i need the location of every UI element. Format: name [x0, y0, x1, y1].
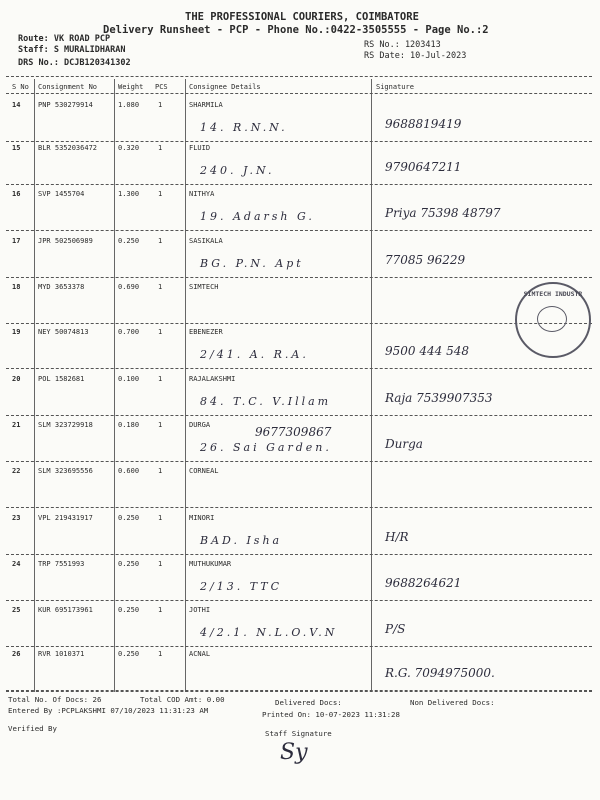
row-pcs: 1	[158, 421, 163, 429]
row-divider	[6, 600, 592, 601]
row-pcs: 1	[158, 650, 163, 658]
row-consignee-name: SIMTECH	[189, 283, 219, 291]
rs-number: RS No.: 1203413	[364, 40, 441, 50]
row-sno: 25	[12, 606, 21, 614]
company-name: THE PROFESSIONAL COURIERS, COIMBATORE	[185, 11, 419, 23]
row-divider	[6, 554, 592, 555]
row-sno: 18	[12, 283, 21, 291]
row-consignee-name: NITHYA	[189, 190, 215, 198]
row-weight: 0.320	[118, 144, 140, 152]
total-docs: Total No. Of Docs: 26	[8, 695, 102, 704]
staff-signature-label: Staff Signature	[265, 729, 332, 738]
row-pcs: 1	[158, 514, 163, 522]
row-consignee-name: DURGA	[189, 421, 211, 429]
row-sno: 19	[12, 328, 21, 336]
stamp-text: SIMTECH INDUSTR	[523, 290, 583, 298]
row-signature: H/R	[385, 530, 409, 544]
non-delivered-docs: Non Delivered Docs:	[410, 698, 495, 707]
row-consignment-no: JPR 502506989	[38, 237, 93, 245]
row-consignee-name: SHARMILA	[189, 101, 223, 109]
row-consignment-no: KUR 695173961	[38, 606, 93, 614]
row-signature: Priya 75398 48797	[385, 206, 501, 220]
row-sno: 26	[12, 650, 21, 658]
row-divider	[6, 368, 592, 369]
printed-on: Printed On: 10-07-2023 11:31:28	[262, 710, 400, 719]
col-header-consignment: Consignment No	[38, 83, 98, 91]
row-signature: Durga	[385, 437, 423, 451]
row-weight: 0.690	[118, 283, 140, 291]
row-pcs: 1	[158, 375, 163, 383]
row-consignee-name: MUTHUKUMAR	[189, 560, 232, 568]
row-divider	[6, 184, 592, 185]
row-handwritten-address: BG. P.N. Apt	[200, 257, 304, 270]
row-pcs: 1	[158, 283, 163, 291]
row-signature: P/S	[385, 622, 406, 636]
row-consignee-name: FLUID	[189, 144, 211, 152]
row-signature: 9790647211	[385, 160, 462, 174]
row-pcs: 1	[158, 237, 163, 245]
row-pcs: 1	[158, 190, 163, 198]
row-handwritten-phone: 9677309867	[255, 425, 332, 439]
row-divider	[6, 230, 592, 231]
row-pcs: 1	[158, 101, 163, 109]
table-bottom-rule	[6, 691, 592, 692]
col-header-signature: Signature	[376, 83, 414, 91]
row-sno: 23	[12, 514, 21, 522]
row-weight: 0.180	[118, 421, 140, 429]
total-cod: Total COD Amt: 0.00	[140, 695, 225, 704]
row-consignee-name: SASIKALA	[189, 237, 223, 245]
row-pcs: 1	[158, 560, 163, 568]
row-handwritten-address: 19. Adarsh G.	[200, 210, 315, 223]
row-signature: R.G. 7094975000.	[385, 666, 495, 680]
drs-number: DRS No.: DCJB120341302	[18, 58, 131, 68]
row-weight: 0.250	[118, 606, 140, 614]
row-sno: 16	[12, 190, 21, 198]
table-top-rule	[6, 76, 592, 77]
row-pcs: 1	[158, 328, 163, 336]
row-consignee-name: RAJALAKSHMI	[189, 375, 236, 383]
rs-date: RS Date: 10-Jul-2023	[364, 51, 467, 61]
row-consignee-name: CORNEAL	[189, 467, 219, 475]
row-weight: 0.250	[118, 237, 140, 245]
row-sno: 15	[12, 144, 21, 152]
row-divider	[6, 646, 592, 647]
row-consignee-name: JOTHI	[189, 606, 211, 614]
row-weight: 1.080	[118, 101, 140, 109]
entered-by: Entered By :PCPLAKSHMI 07/10/2023 11:31:23 AM	[8, 706, 209, 715]
header-rule	[6, 93, 592, 94]
row-consignment-no: SLM 323729918	[38, 421, 93, 429]
row-pcs: 1	[158, 606, 163, 614]
row-divider	[6, 277, 592, 278]
row-consignment-no: SVP 1455704	[38, 190, 85, 198]
row-consignment-no: MYD 3653378	[38, 283, 85, 291]
row-consignee-name: MINORI	[189, 514, 215, 522]
row-consignee-name: ACNAL	[189, 650, 211, 658]
row-sno: 22	[12, 467, 21, 475]
row-handwritten-address: 14. R.N.N.	[200, 121, 288, 134]
delivered-docs: Delivered Docs:	[275, 698, 342, 707]
row-divider	[6, 507, 592, 508]
row-handwritten-address: 2/41. A. R.A.	[200, 348, 309, 361]
row-weight: 0.250	[118, 650, 140, 658]
row-consignment-no: RVR 1010371	[38, 650, 85, 658]
row-weight: 0.250	[118, 560, 140, 568]
row-handwritten-address: 4/2.1. N.L.O.V.N	[200, 626, 338, 639]
row-divider	[6, 461, 592, 462]
row-weight: 0.250	[118, 514, 140, 522]
route-label: Route: VK ROAD PCP	[18, 34, 111, 44]
row-pcs: 1	[158, 144, 163, 152]
row-consignment-no: VPL 219431917	[38, 514, 93, 522]
row-consignment-no: POL 1582681	[38, 375, 85, 383]
runsheet-title: Delivery Runsheet - PCP - Phone No.:0422-3505555 - Page No.:2	[103, 24, 489, 36]
verified-by: Verified By	[8, 724, 57, 733]
row-sno: 17	[12, 237, 21, 245]
row-sno: 21	[12, 421, 21, 429]
row-handwritten-address: 84. T.C. V.Illam	[200, 395, 332, 408]
col-header-pcs: PCS	[155, 83, 168, 91]
row-signature: Raja 7539907353	[385, 391, 493, 405]
company-stamp	[515, 282, 591, 358]
row-consignment-no: TRP 7551993	[38, 560, 85, 568]
row-weight: 0.100	[118, 375, 140, 383]
row-handwritten-address: 26. Sai Garden.	[200, 441, 332, 454]
row-sno: 24	[12, 560, 21, 568]
row-divider	[6, 323, 592, 324]
col-header-consignee: Consignee Details	[189, 83, 261, 91]
row-consignment-no: BLR 5352036472	[38, 144, 98, 152]
row-divider	[6, 415, 592, 416]
row-handwritten-address: BAD. Isha	[200, 534, 283, 547]
col-header-sno: S No	[12, 83, 29, 91]
row-signature: 77085 96229	[385, 253, 466, 267]
row-consignment-no: PNP 530279914	[38, 101, 93, 109]
row-divider	[6, 141, 592, 142]
row-sno: 14	[12, 101, 21, 109]
row-signature: 9688264621	[385, 576, 462, 590]
row-signature: 9688819419	[385, 117, 462, 131]
row-handwritten-address: 240. J.N.	[200, 164, 275, 177]
row-consignment-no: NEY 50074813	[38, 328, 89, 336]
staff-signature-mark: Sy	[280, 740, 308, 765]
col-header-weight: Weight	[118, 83, 144, 91]
row-sno: 20	[12, 375, 21, 383]
row-weight: 0.600	[118, 467, 140, 475]
row-consignee-name: EBENEZER	[189, 328, 223, 336]
stamp-inner-ring	[537, 306, 567, 332]
staff-label: Staff: S MURALIDHARAN	[18, 45, 126, 55]
row-consignment-no: SLM 323695556	[38, 467, 93, 475]
row-signature: 9500 444 548	[385, 344, 469, 358]
row-handwritten-address: 2/13. TTC	[200, 580, 282, 593]
row-weight: 1.300	[118, 190, 140, 198]
row-weight: 0.700	[118, 328, 140, 336]
row-pcs: 1	[158, 467, 163, 475]
